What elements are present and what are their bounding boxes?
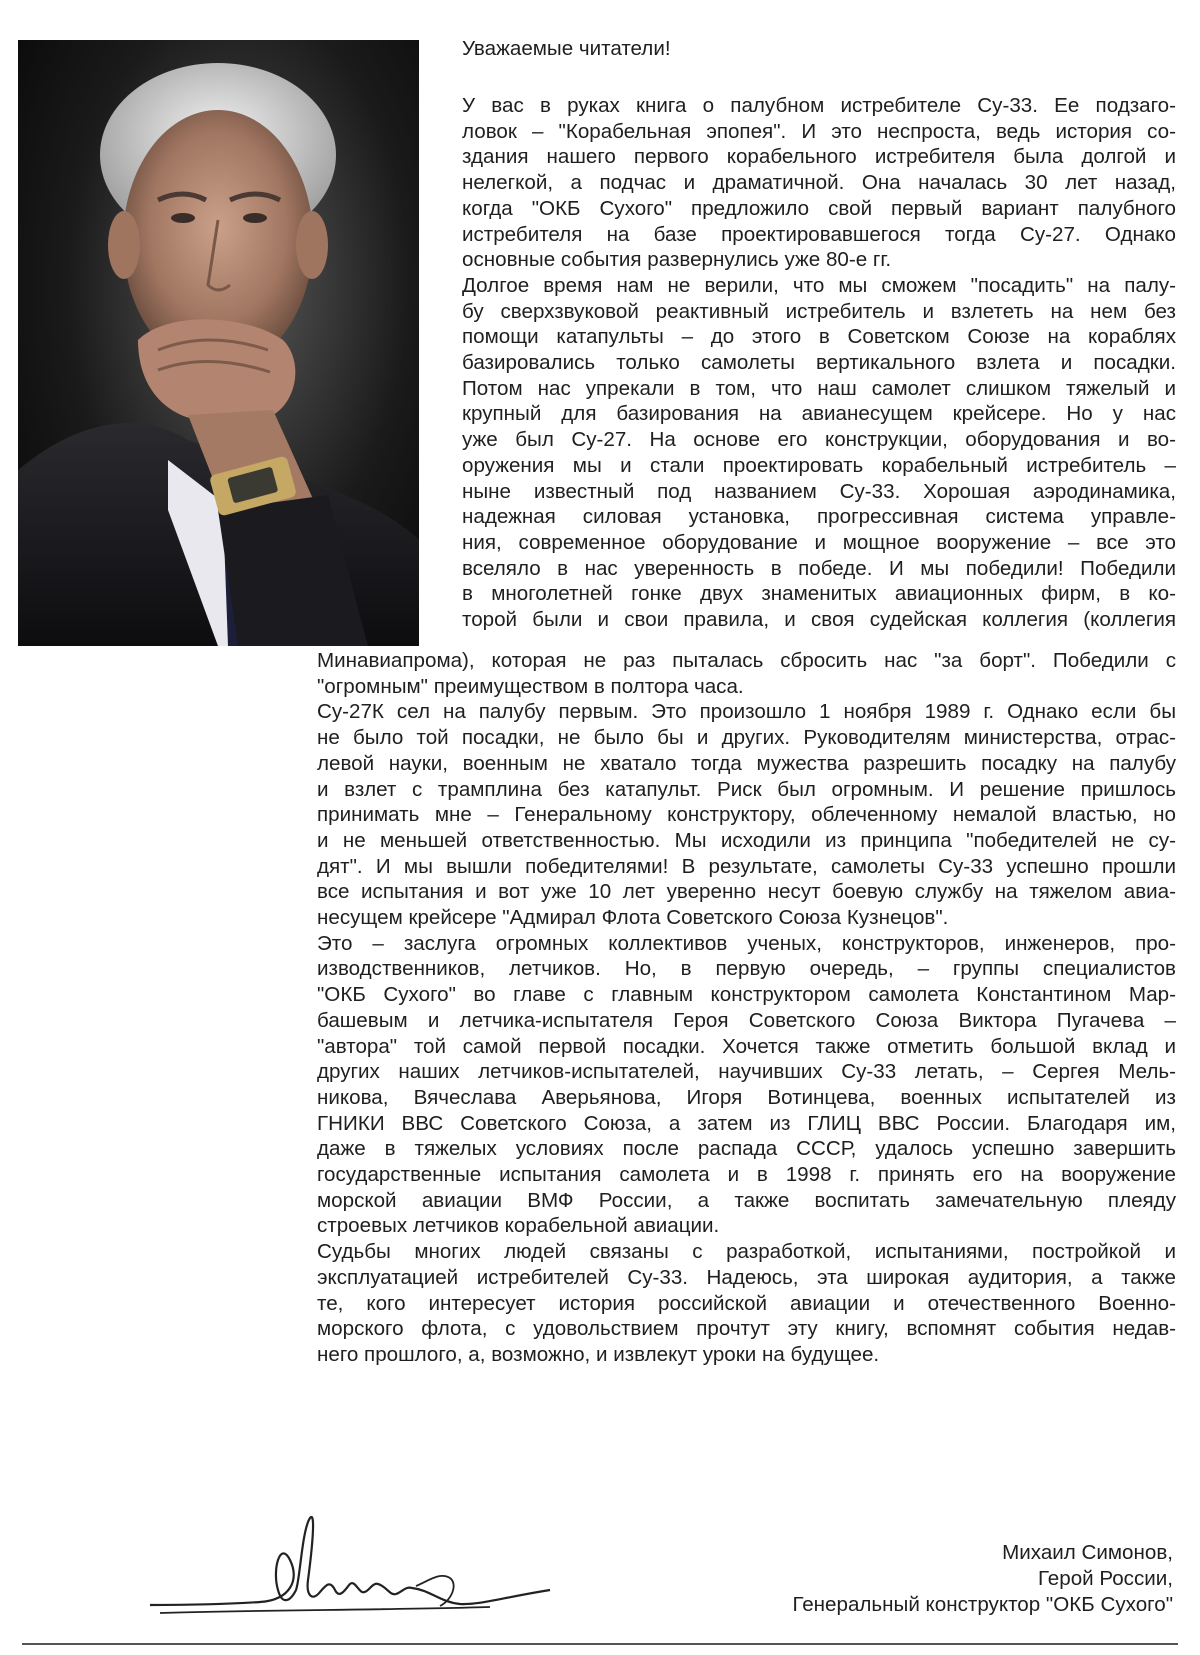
text-line: торой были и свои правила, и своя судейская коллегия (коллегия (462, 608, 1176, 632)
text-column-full-width (317, 648, 1176, 1368)
text-line: помощи катапульты – до этого в Советском Союзе на кораблях (462, 325, 1176, 349)
text-line: государственные испытания самолета и в 1998 г. принять его на вооружение (317, 1163, 1176, 1187)
text-line: все испытания и вот уже 10 лет уверенно несут боевую службу на тяжелом авиа- (317, 880, 1176, 904)
text-line: вселяло в нас уверенность в победе. И мы победили! Победили (462, 556, 1176, 580)
text-line: базировались только самолеты вертикального взлета и посадки. (462, 351, 1176, 375)
text-line: бу сверхзвуковой реактивный истребитель и взлететь на нем без (462, 299, 1176, 323)
text-line: "ОКБ Сухого" во главе с главным конструктором самолета Константином Мар- (317, 983, 1176, 1007)
text-line: "автора" той самой первой посадки. Хочется также отметить большой вклад и (317, 1034, 1176, 1058)
text-line: уже был Су-27. На основе его конструкции, оборудования и во- (462, 428, 1176, 452)
text-line: ловок – "Корабельная эпопея". И это неспроста, ведь история со- (462, 119, 1176, 143)
text-line: основные события развернулись уже 80-е гг. (462, 248, 892, 272)
text-line: "огромным" преимуществом в полтора часа. (317, 674, 744, 698)
text-line: других наших летчиков-испытателей, научивших Су-33 летать, – Сергея Мель- (317, 1060, 1176, 1084)
text-line: У вас в руках книга о палубном истребителе Су-33. Ее подзаго- (462, 94, 1176, 117)
text-line: оружения мы и стали проектировать корабельный истребитель – (462, 453, 1176, 477)
text-line: ГНИКИ ВВС Советского Союза, а затем из ГЛИЦ ВВС России. Благодаря им, (317, 1111, 1176, 1135)
text-line: не было той посадки, не было бы и других. Руководителям министерства, отрас- (317, 726, 1176, 750)
text-line: никова, Вячеслава Аверьянова, Игоря Вотинцева, военных испытателей из (317, 1085, 1176, 1109)
text-line: морского флота, с удовольствием прочтут эту книгу, вспомнят события недав- (317, 1317, 1176, 1341)
text-column-beside-photo (462, 93, 1176, 633)
text-line: в многолетней гонке двух знаменитых авиационных фирм, в ко- (462, 582, 1176, 606)
text-line: изводственников, летчиков. Но, в первую очередь, – группы специалистов (317, 957, 1176, 981)
text-line: него прошлого, а, возможно, и извлекут уроки на будущее. (317, 1342, 880, 1366)
text-line: эксплуатацией истребителей Су-33. Надеюсь, эта широкая аудитория, а также (317, 1265, 1176, 1289)
greeting-heading: Уважаемые читатели! (462, 37, 671, 60)
text-line: Минавиапрома), которая не раз пыталась сбросить нас "за борт". Победили с (317, 649, 1176, 672)
text-line: морской авиации ВМФ России, а также воспитать замечательную плеяду (317, 1188, 1176, 1212)
author-title-position: Генеральный конструктор "ОКБ Сухого" (792, 1593, 1173, 1616)
text-line: принимать мне – Генеральному конструктору, облеченному немалой властью, но (317, 803, 1176, 827)
text-line: Потом нас упрекали в том, что наш самолет слишком тяжелый и (462, 376, 1176, 400)
text-line: несущем крейсере "Адмирал Флота Советского Союза Кузнецов". (317, 906, 949, 930)
text-line: даже в тяжелых условиях после распада СССР, удалось успешно завершить (317, 1137, 1176, 1161)
bottom-rule (22, 1643, 1178, 1645)
text-line: башевым и летчика-испытателя Героя Советского Союза Виктора Пугачева – (317, 1008, 1176, 1032)
author-title-hero: Герой России, (1038, 1567, 1173, 1590)
text-line: и взлет с трамплина без катапульт. Риск был огромным. И решение пришлось (317, 777, 1176, 801)
portrait-illustration (18, 40, 419, 646)
author-signoff (613, 1540, 1173, 1618)
text-line: крупный для базирования на авианесущем крейсере. Но у нас (462, 402, 1176, 426)
text-line: нелегкой, а подчас и драматичной. Она началась 30 лет назад, (462, 171, 1176, 195)
text-line: дят". И мы вышли победителями! В результате, самолеты Су-33 успешно прошли (317, 854, 1176, 878)
text-line: здания нашего первого корабельного истребителя была долгой и (462, 145, 1176, 169)
text-line: надежная силовая установка, прогрессивная система управле- (462, 505, 1176, 529)
text-line: ния, современное оборудование и мощное вооружение – все это (462, 530, 1176, 554)
text-line: Это – заслуга огромных коллективов ученых, конструкторов, инженеров, про- (317, 931, 1176, 955)
text-line: ныне известный под названием Су-33. Хорошая аэродинамика, (462, 479, 1176, 503)
text-line: Судьбы многих людей связаны с разработкой, испытаниями, постройкой и (317, 1240, 1176, 1264)
handwritten-signature (140, 1510, 570, 1620)
author-portrait-photo (18, 40, 419, 646)
text-line: Су-27К сел на палубу первым. Это произошло 1 ноября 1989 г. Однако если бы (317, 700, 1176, 724)
author-name: Михаил Симонов, (1002, 1541, 1173, 1564)
text-line: и не меньшей ответственностью. Мы исходили из принципа "победителей не су- (317, 828, 1176, 852)
text-line: Долгое время нам не верили, что мы сможем "посадить" на палу- (462, 273, 1176, 297)
text-line: строевых летчиков корабельной авиации. (317, 1214, 720, 1238)
text-line: левой науки, военным не хватало тогда мужества разрешить посадку на палубу (317, 751, 1176, 775)
text-line: те, кого интересует история российской авиации и отечественного Военно- (317, 1291, 1176, 1315)
text-line: истребителя на базе проектировавшегося тогда Су-27. Однако (462, 222, 1176, 246)
text-line: когда "ОКБ Сухого" предложило свой первый вариант палубного (462, 196, 1176, 220)
